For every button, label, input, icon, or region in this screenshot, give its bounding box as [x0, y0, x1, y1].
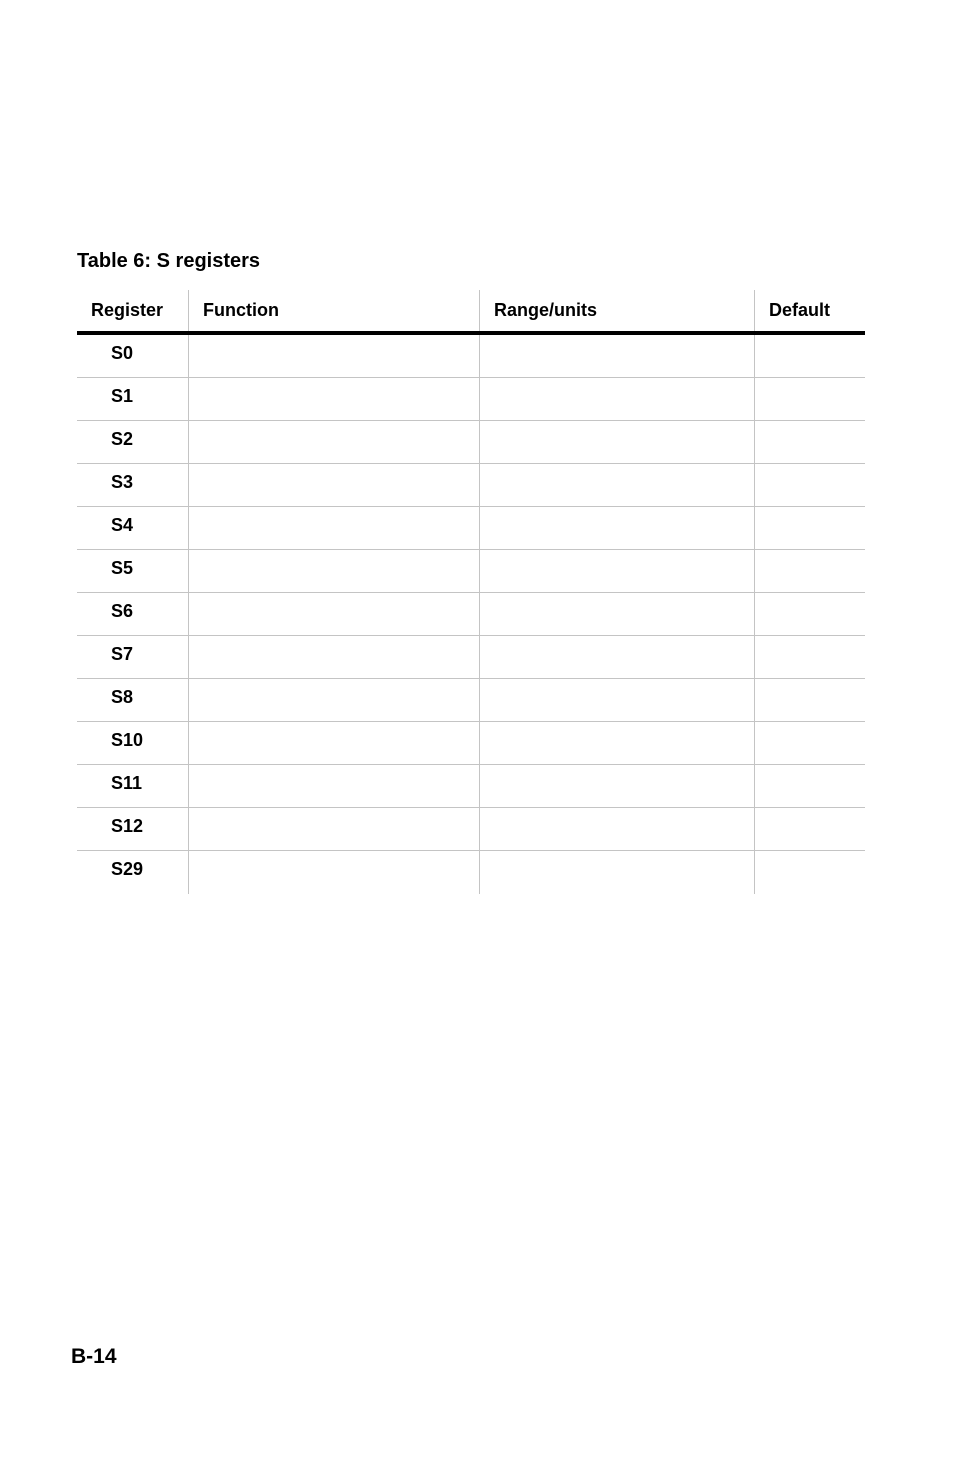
default-cell [754, 378, 865, 420]
table-row [77, 550, 865, 593]
table-title: Table 6: S registers [77, 250, 261, 272]
table-row [77, 593, 865, 636]
default-cell [754, 636, 865, 678]
register-cell: S10 [111, 730, 144, 750]
table-body [77, 335, 865, 894]
table-row [77, 808, 865, 851]
function-cell [188, 636, 479, 678]
table-row [77, 636, 865, 679]
range-units-cell [479, 507, 754, 549]
register-cell: S8 [111, 687, 134, 707]
default-cell [754, 679, 865, 721]
function-cell [188, 593, 479, 635]
range-units-cell [479, 593, 754, 635]
default-cell [754, 464, 865, 506]
register-cell: S6 [111, 601, 134, 621]
function-cell [188, 464, 479, 506]
range-units-cell [479, 335, 754, 377]
range-units-cell [479, 550, 754, 592]
register-cell: S3 [111, 472, 134, 492]
range-units-cell [479, 679, 754, 721]
function-cell [188, 507, 479, 549]
table-row [77, 421, 865, 464]
range-units-cell [479, 464, 754, 506]
range-units-cell [479, 765, 754, 807]
function-cell [188, 378, 479, 420]
range-units-cell [479, 808, 754, 850]
table-row [77, 765, 865, 808]
register-cell: S2 [111, 429, 134, 449]
header-register: Register [91, 300, 164, 320]
table-row [77, 378, 865, 421]
function-cell [188, 765, 479, 807]
range-units-cell [479, 378, 754, 420]
default-cell [754, 722, 865, 764]
default-cell [754, 550, 865, 592]
header-range-units: Range/units [479, 290, 754, 331]
s-registers-table [77, 290, 865, 894]
header-function: Function [188, 290, 479, 331]
table-header-row [77, 290, 865, 335]
default-cell [754, 593, 865, 635]
range-units-cell [479, 421, 754, 463]
table-row [77, 722, 865, 765]
default-cell [754, 808, 865, 850]
range-units-cell [479, 851, 754, 894]
function-cell [188, 335, 479, 377]
register-cell: S5 [111, 558, 134, 578]
register-cell: S29 [111, 859, 144, 879]
register-cell: S12 [111, 816, 144, 836]
register-cell: S0 [111, 343, 134, 363]
function-cell [188, 808, 479, 850]
table-row [77, 851, 865, 894]
function-cell [188, 421, 479, 463]
default-cell [754, 335, 865, 377]
table-row [77, 507, 865, 550]
header-default: Default [754, 290, 865, 331]
function-cell [188, 722, 479, 764]
range-units-cell [479, 636, 754, 678]
page-number: B-14 [71, 1345, 117, 1368]
register-cell: S4 [111, 515, 134, 535]
default-cell [754, 765, 865, 807]
register-cell: S11 [111, 773, 143, 793]
function-cell [188, 679, 479, 721]
function-cell [188, 550, 479, 592]
default-cell [754, 851, 865, 894]
default-cell [754, 421, 865, 463]
register-cell: S1 [111, 386, 134, 406]
table-row [77, 464, 865, 507]
table-row [77, 679, 865, 722]
table-row [77, 335, 865, 378]
default-cell [754, 507, 865, 549]
range-units-cell [479, 722, 754, 764]
register-cell: S7 [111, 644, 134, 664]
function-cell [188, 851, 479, 894]
